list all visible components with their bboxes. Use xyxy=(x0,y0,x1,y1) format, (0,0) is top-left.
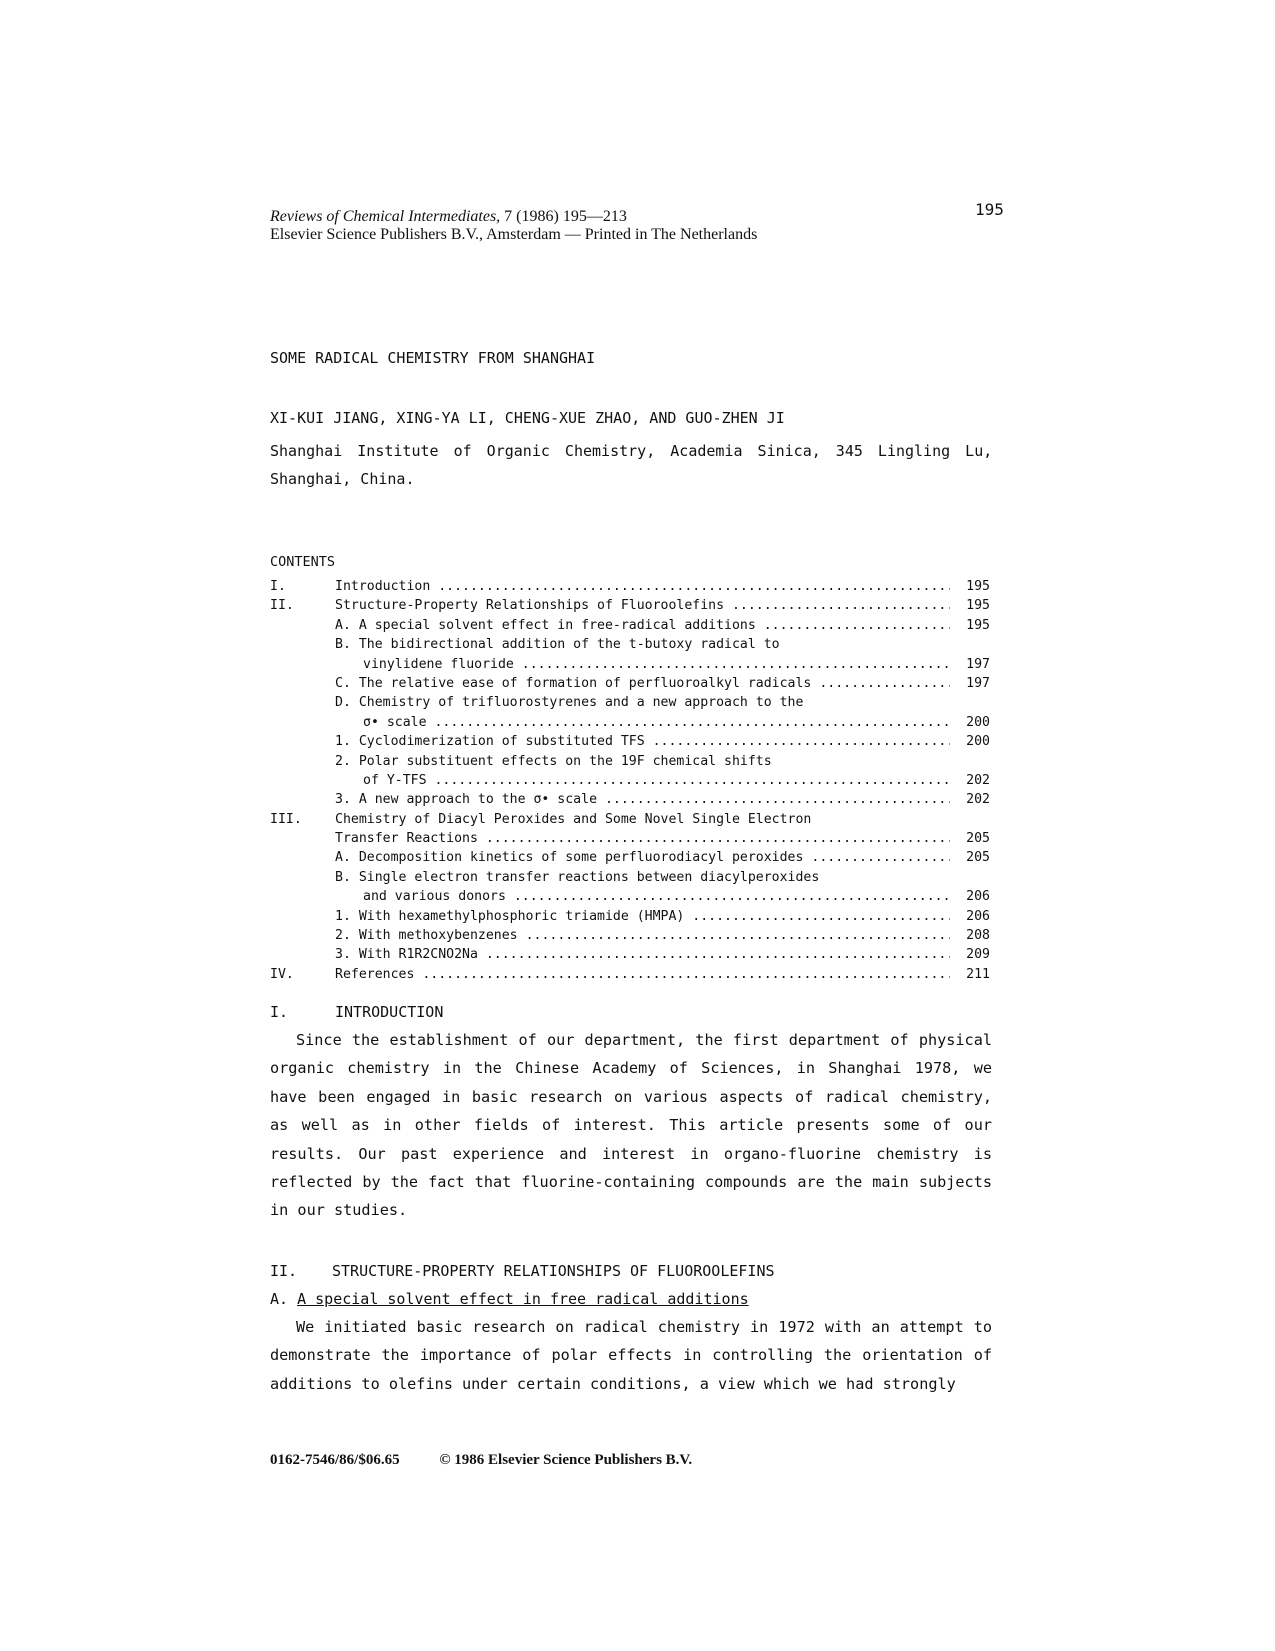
section-title: STRUCTURE-PROPERTY RELATIONSHIPS OF FLUOROOLEFINS xyxy=(332,1262,775,1280)
issn-code: 0162-7546/86/$06.65 xyxy=(270,1452,400,1468)
toc-page: 202 xyxy=(966,772,990,788)
subsection-label: A. xyxy=(270,1290,289,1308)
paragraph-text: We initiated basic research on radical chemistry in 1972 with an attempt to demonstrate the importance of polar effects in controlling the orientation of additions to olefins under certain conditions, a view which we had strongly xyxy=(270,1318,992,1393)
toc-entry xyxy=(270,655,990,674)
toc-entry xyxy=(270,829,990,848)
toc-page: 200 xyxy=(966,734,990,750)
toc-entry xyxy=(270,965,990,984)
toc-page xyxy=(950,752,990,771)
toc-title: 3. A new approach to the σ• scale ..... xyxy=(335,790,950,809)
toc-title: Transfer Reactions ..... xyxy=(335,829,950,848)
affiliation-line: Shanghai Institute of Organic Chemistry, Academia Sinica, 345 Lingling Lu, xyxy=(270,442,993,460)
page-footer xyxy=(270,1452,692,1469)
toc-entry xyxy=(270,752,990,771)
page-number: 195 xyxy=(975,200,1004,219)
toc-page xyxy=(950,635,990,654)
section-number: I. xyxy=(270,1003,289,1021)
subsection-title: A special solvent effect in free radical additions xyxy=(297,1290,749,1308)
toc-title: B. The bidirectional addition of the t-butoxy radical to xyxy=(335,637,780,653)
toc-title: σ• scale ..... xyxy=(363,713,950,732)
toc-entry xyxy=(270,790,990,809)
toc-entry xyxy=(270,926,990,945)
toc-number: III. xyxy=(270,811,302,827)
toc-page: 205 xyxy=(966,850,990,866)
toc-title: 1. Cyclodimerization of substituted TFS ..... xyxy=(335,732,950,751)
toc-page: 200 xyxy=(966,714,990,730)
toc-title: 2. With methoxybenzenes ..... xyxy=(335,926,950,945)
toc-entry xyxy=(270,907,990,926)
toc-page: 209 xyxy=(966,947,990,963)
toc-number: IV. xyxy=(270,966,294,982)
publisher-line: Elsevier Science Publishers B.V., Amsterdam — Printed in The Netherlands xyxy=(270,226,758,243)
toc-page: 211 xyxy=(966,966,990,982)
toc-page: 195 xyxy=(966,617,990,633)
toc-title: and various donors ..... xyxy=(363,887,950,906)
toc-title: 3. With R1R2CNO2Na ..... xyxy=(335,945,950,964)
toc-title: Structure-Property Relationships of Fluoroolefins ..... xyxy=(335,596,950,615)
journal-name: Reviews of Chemical Intermediates, xyxy=(270,208,501,225)
toc-page xyxy=(950,810,990,829)
toc-entry xyxy=(270,848,990,867)
toc-entry xyxy=(270,732,990,751)
toc-title: A. A special solvent effect in free-radical additions ..... xyxy=(335,616,950,635)
journal-reference: 7 (1986) 195—213 xyxy=(504,208,627,225)
toc-page: 208 xyxy=(966,928,990,944)
journal-citation xyxy=(270,208,757,244)
toc-entry xyxy=(270,945,990,964)
toc-page: 205 xyxy=(966,831,990,847)
toc-page: 206 xyxy=(966,908,990,924)
contents-heading: CONTENTS xyxy=(270,554,336,570)
toc-entry xyxy=(270,635,990,654)
copyright-notice: © 1986 Elsevier Science Publishers B.V. xyxy=(439,1452,693,1468)
toc-entry xyxy=(270,868,990,887)
toc-entry xyxy=(270,713,990,732)
toc-page: 197 xyxy=(966,675,990,691)
toc-title: vinylidene fluoride ..... xyxy=(363,655,950,674)
toc-title: A. Decomposition kinetics of some perfluorodiacyl peroxides ..... xyxy=(335,848,950,867)
toc-page: 202 xyxy=(966,792,990,808)
introduction-paragraph xyxy=(270,1026,992,1225)
toc-title: 1. With hexamethylphosphoric triamide (HMPA) ..... xyxy=(335,907,950,926)
toc-page: 197 xyxy=(966,656,990,672)
toc-entry xyxy=(270,616,990,635)
toc-entry xyxy=(270,577,990,596)
toc-title: References ..... xyxy=(335,965,950,984)
toc-page: 195 xyxy=(966,598,990,614)
toc-entry xyxy=(270,674,990,693)
toc-entry xyxy=(270,693,990,712)
section-heading-introduction xyxy=(270,1003,443,1021)
section-heading-structure-property xyxy=(270,1262,775,1280)
toc-page: 195 xyxy=(966,579,990,594)
toc-title: of Y-TFS ..... xyxy=(363,771,950,790)
toc-entry xyxy=(270,596,990,615)
paragraph-text: Since the establishment of our department, the first department of physical organic chemistry in the Chinese Academy of Sciences, in Shanghai 1978, we have been engaged in basic research on various aspects of radical chemistry, as well as in other fields of interest. This article presents some of our results. Our past experience and interest in organo-fluorine chemistry is reflected by the fact that fluorine-containing compounds are the main subjects in our studies. xyxy=(270,1031,992,1220)
toc-page xyxy=(950,868,990,887)
author-list: XI-KUI JIANG, XING-YA LI, CHENG-XUE ZHAO, AND GUO-ZHEN JI xyxy=(270,409,785,427)
toc-page: 206 xyxy=(966,889,990,905)
toc-title: D. Chemistry of trifluorostyrenes and a new approach to the xyxy=(335,695,804,711)
toc-number: II. xyxy=(270,598,294,614)
toc-title: Introduction ..... xyxy=(335,577,950,596)
subsection-heading xyxy=(270,1290,749,1308)
table-of-contents xyxy=(270,577,990,984)
toc-title: 2. Polar substituent effects on the 19F chemical shifts xyxy=(335,753,772,769)
affiliation xyxy=(270,437,992,493)
toc-entry xyxy=(270,771,990,790)
section-number: II. xyxy=(270,1262,298,1280)
toc-title: C. The relative ease of formation of perfluoroalkyl radicals ..... xyxy=(335,674,950,693)
toc-entry xyxy=(270,810,990,829)
affiliation-line: Shanghai, China. xyxy=(270,470,415,488)
toc-entry xyxy=(270,887,990,906)
toc-page xyxy=(950,693,990,712)
section-two-paragraph xyxy=(270,1313,992,1398)
toc-title: B. Single electron transfer reactions between diacylperoxides xyxy=(335,869,820,885)
section-title: INTRODUCTION xyxy=(335,1003,444,1021)
toc-title: Chemistry of Diacyl Peroxides and Some Novel Single Electron xyxy=(335,811,812,827)
article-title: SOME RADICAL CHEMISTRY FROM SHANGHAI xyxy=(270,349,596,367)
toc-number: I. xyxy=(270,579,286,594)
